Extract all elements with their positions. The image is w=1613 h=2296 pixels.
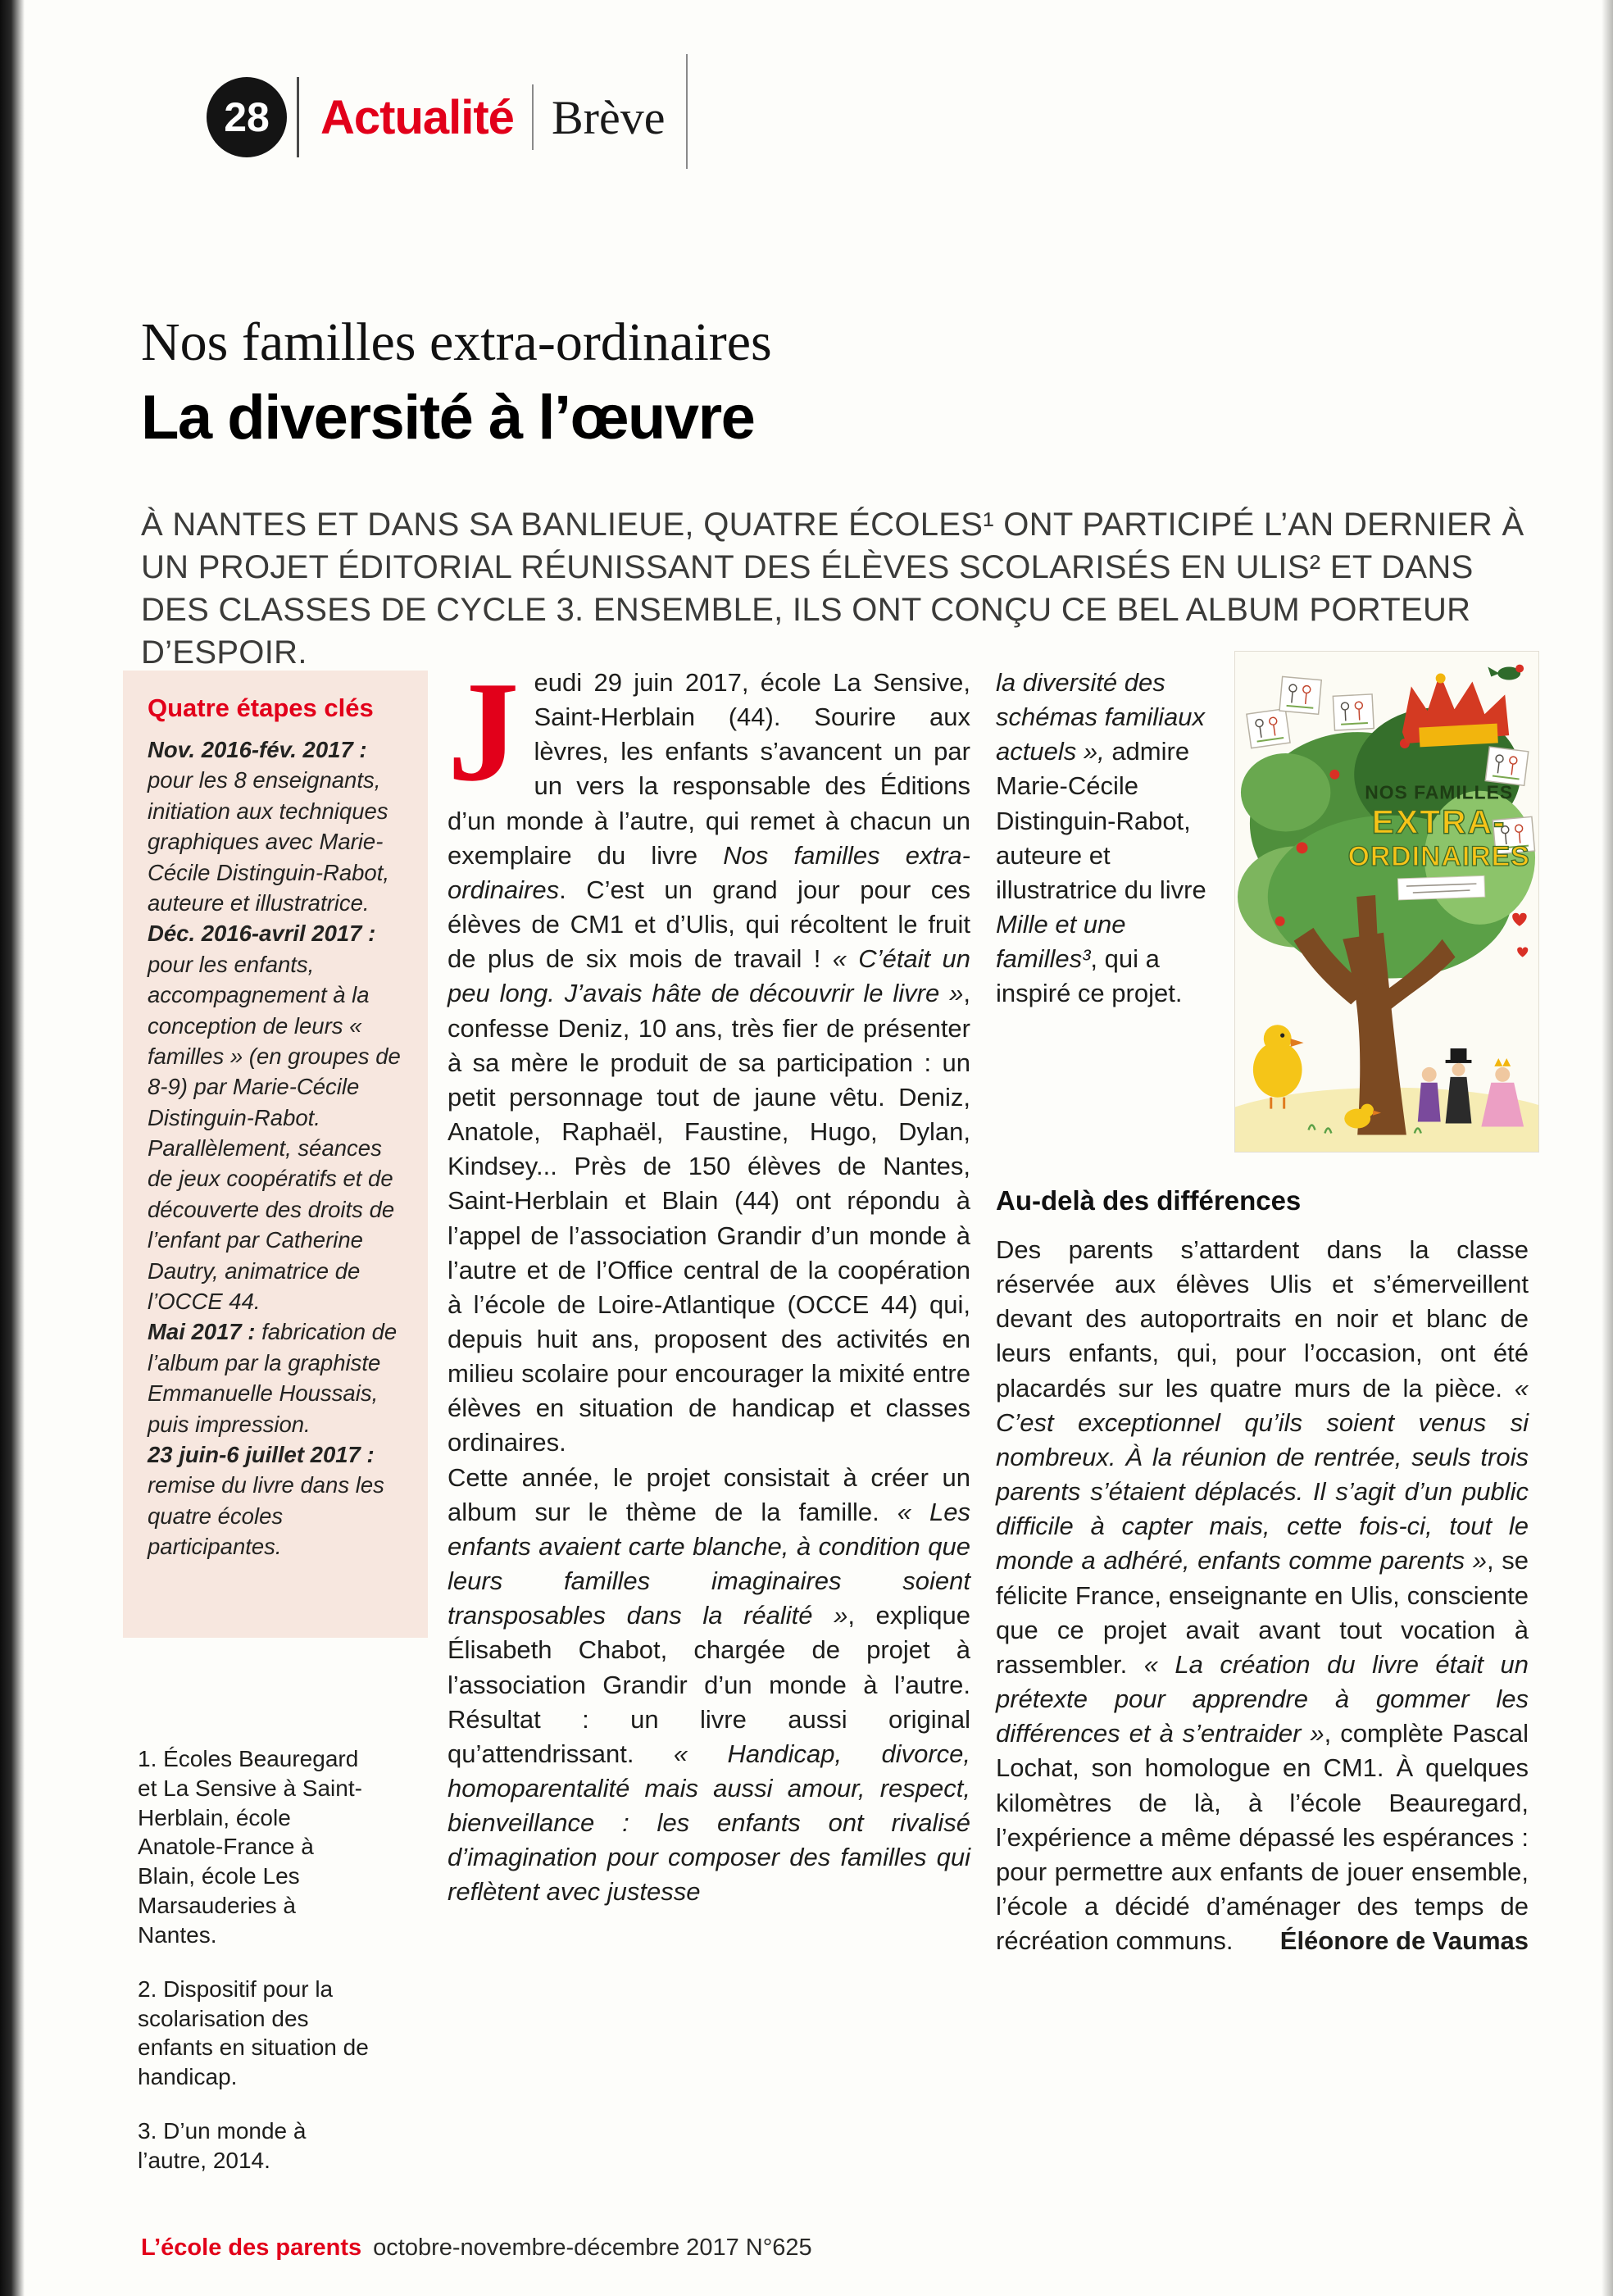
paragraph [448, 1461, 970, 1910]
text-segment: 23 juin-6 juillet 2017 : [148, 1441, 375, 1467]
text-segment: « Les enfants avaient carte blanche, à condition que leurs familles imaginaires soient transposables dans la réalité » [448, 1497, 970, 1630]
lead-text [448, 652, 970, 1457]
text-segment: Mai 2017 : [148, 1319, 262, 1345]
paragraph [148, 1439, 403, 1562]
page-number-badge [207, 77, 287, 157]
text-segment: admire Marie-Cécile Distinguin-Rabot, auteure et illustratrice du livre [996, 737, 1206, 904]
text-segment: . C’est un grand jour pour ces élèves de CM1 et d’Ulis, qui récoltent le fruit de plus de six mois de travail ! [448, 875, 970, 974]
text-segment: , complète Pascal Lochat, son homologue en CM1. À quelques kilomètres de là, à l’école Beauregard, l’expérience a même dépassé les espérances : pour permettre aux enfants de jouer ensemble, l’école a décidé d’aménager des temps de récréation communs. [996, 1719, 1529, 1956]
article-title: La diversité à l’œuvre [141, 383, 755, 452]
book-cover-illustration [1235, 652, 1538, 1152]
book-cover-image [1234, 651, 1539, 1153]
text-segment: fabrication de l’album par la graphiste Emmanuelle Houssais, puis impression. [148, 1319, 398, 1437]
footnotes [138, 1744, 377, 2200]
article-subheading: Au-delà des différences [996, 1185, 1302, 1216]
text-segment: remise du livre dans les quatre écoles participantes. [148, 1472, 384, 1560]
magazine-name: L’école des parents [141, 2235, 362, 2261]
text-segment: 2. Dispositif pour la scolarisation des enfants en situation de handicap. [138, 1975, 369, 2090]
page-number: 28 [224, 94, 270, 140]
text-segment: Éléonore de Vaumas [1279, 1926, 1529, 1956]
text-segment: Nov. 2016-fév. 2017 : [148, 737, 367, 762]
paragraph [138, 2116, 377, 2176]
article-paragraphs [448, 1461, 970, 1910]
header-divider [532, 84, 534, 150]
drop-cap: J [448, 652, 520, 811]
text-segment: Déc. 2016-avril 2017 : [148, 921, 376, 947]
paragraph [138, 1744, 377, 1950]
text-segment: « C’était un peu long. J’avais hâte de découvrir le livre » [448, 944, 970, 1008]
text-segment: pour les enfants, accompagnement à la conception de leurs « familles » (en groupes de 8-9) par Marie-Cécile Distinguin-Rabot. Parallèlement, séances de jeux coopératifs et de découverte des droits de l’enfant par Catherine Dautry, animatrice de l’OCCE 44. [148, 951, 401, 1315]
header-divider [297, 77, 299, 157]
article-body-left [448, 652, 970, 1910]
paragraph [996, 1233, 1529, 1958]
text-segment: la diversité des schémas familiaux actuels », [996, 668, 1205, 766]
book-title-line3: ORDINAIRES [1347, 841, 1530, 873]
text-segment: « C’est exceptionnel qu’ils soient venus si nombreux. À la réunion de rentrée, seuls trois parents s’étaient déplacés. Il s’agit d’un public difficile à capter mais, cette fois-ci, tout le monde a adhéré, enfants comme parents » [996, 1373, 1529, 1575]
text-segment: Mille et une familles³ [996, 910, 1126, 974]
text-segment: Des parents s’attardent dans la classe réservée aux élèves Ulis et s’émerveillent devant des autoportraits en noir et blanc de leurs enfants, qui, pour l’occasion, ont été placardés sur les quatre murs de la pièce. [996, 1235, 1529, 1403]
scan-edge-left [0, 0, 25, 2296]
article-kicker: Nos familles extra-ordinaires [141, 312, 772, 372]
sidebar-title: Quatre étapes clés [148, 693, 374, 722]
text-segment: , explique Élisabeth Chabot, chargée de projet à l’association Grandir d’un monde à l’autre. Résultat : un livre aussi original qu’attendrissant. [448, 1601, 970, 1768]
article-body-right [996, 1233, 1529, 1958]
paragraph [148, 734, 403, 918]
header-divider [686, 54, 688, 169]
text-segment: « La création du livre était un prétexte pour apprendre à gommer les différences et à s’entraider » [996, 1649, 1529, 1748]
paragraph [148, 918, 403, 1316]
sidebar-paragraphs [148, 734, 403, 1562]
book-title-line1: NOS FAMILLES [1365, 781, 1514, 803]
paragraph [138, 1975, 377, 2092]
issue-info: octobre-novembre-décembre 2017 N°625 [373, 2235, 812, 2261]
section-label: Actualité [320, 90, 514, 144]
rubric-label: Brève [551, 90, 666, 144]
book-title-line2: EXTRA- [1371, 802, 1506, 841]
text-segment: Nos familles extra-ordinaires [448, 840, 970, 904]
scan-edge-right [1602, 0, 1613, 2296]
paragraph [148, 1316, 403, 1439]
text-segment: 1. Écoles Beauregard et La Sensive à Saint-Herblain, école Anatole-France à Blain, école Les Marsauderies à Nantes. [138, 1746, 362, 1948]
article-lead-paragraph [448, 652, 970, 1461]
text-segment: pour les 8 enseignants, initiation aux techniques graphiques avec Marie-Cécile Distinguin-Rabot, auteure et illustratrice. [148, 767, 389, 916]
text-segment: , se félicite France, enseignante en Ulis, consciente que ce projet avait avant tout vocation à rassembler. [996, 1546, 1529, 1679]
article-body-right-top [996, 666, 1214, 1012]
article-standfirst: À NANTES ET DANS SA BANLIEUE, QUATRE ÉCOLES¹ ONT PARTICIPÉ L’AN DERNIER À UN PROJET ÉDITORIAL RÉUNISSANT DES ÉLÈVES SCOLARISÉS EN ULIS² ET DANS DES CLASSES DE CYCLE 3. ENSEMBLE, ILS ONT CONÇU CE BEL ALBUM PORTEUR D’ESPOIR. [141, 507, 1524, 671]
text-segment: , qui a inspiré ce projet. [996, 944, 1183, 1008]
text-segment: eudi 29 juin 2017, école La Sensive, Saint-Herblain (44). Sourire aux lèvres, les enfants s’avancent un par un vers la responsable des Éditions d’un monde à l’autre, qui remet à chacun un exemplaire du livre [448, 668, 970, 870]
sidebar-key-steps-box [123, 671, 428, 1638]
page-header [207, 66, 688, 169]
page-footer [141, 2235, 812, 2262]
text-segment: Cette année, le projet consistait à créer un album sur le thème de la famille. [448, 1462, 970, 1526]
text-segment: 3. D’un monde à l’autre, 2014. [138, 2118, 307, 2173]
text-segment: « Handicap, divorce, homoparentalité mais aussi amour, respect, bienveillance : les enfants ont rivalisé d’imagination pour composer des familles qui reflètent avec justesse [448, 1739, 970, 1907]
text-segment: , confesse Deniz, 10 ans, très fier de présenter à sa mère le produit de sa participation : un petit personnage tout de jaune vêtu. Deniz, Anatole, Raphaël, Faustine, Hugo, Dylan, Kindsey... Près de 150 élèves de Nantes, Saint-Herblain et Blain (44) ont répondu à l’appel de l’association Grandir d’un monde à l’autre et de l’Office central de la coopération à l’école de Loire-Atlantique (OCCE 44) qui, depuis huit ans, proposent des activités en milieu scolaire pour encourager la mixité entre élèves en situation de handicap et classes ordinaires. [448, 979, 970, 1457]
